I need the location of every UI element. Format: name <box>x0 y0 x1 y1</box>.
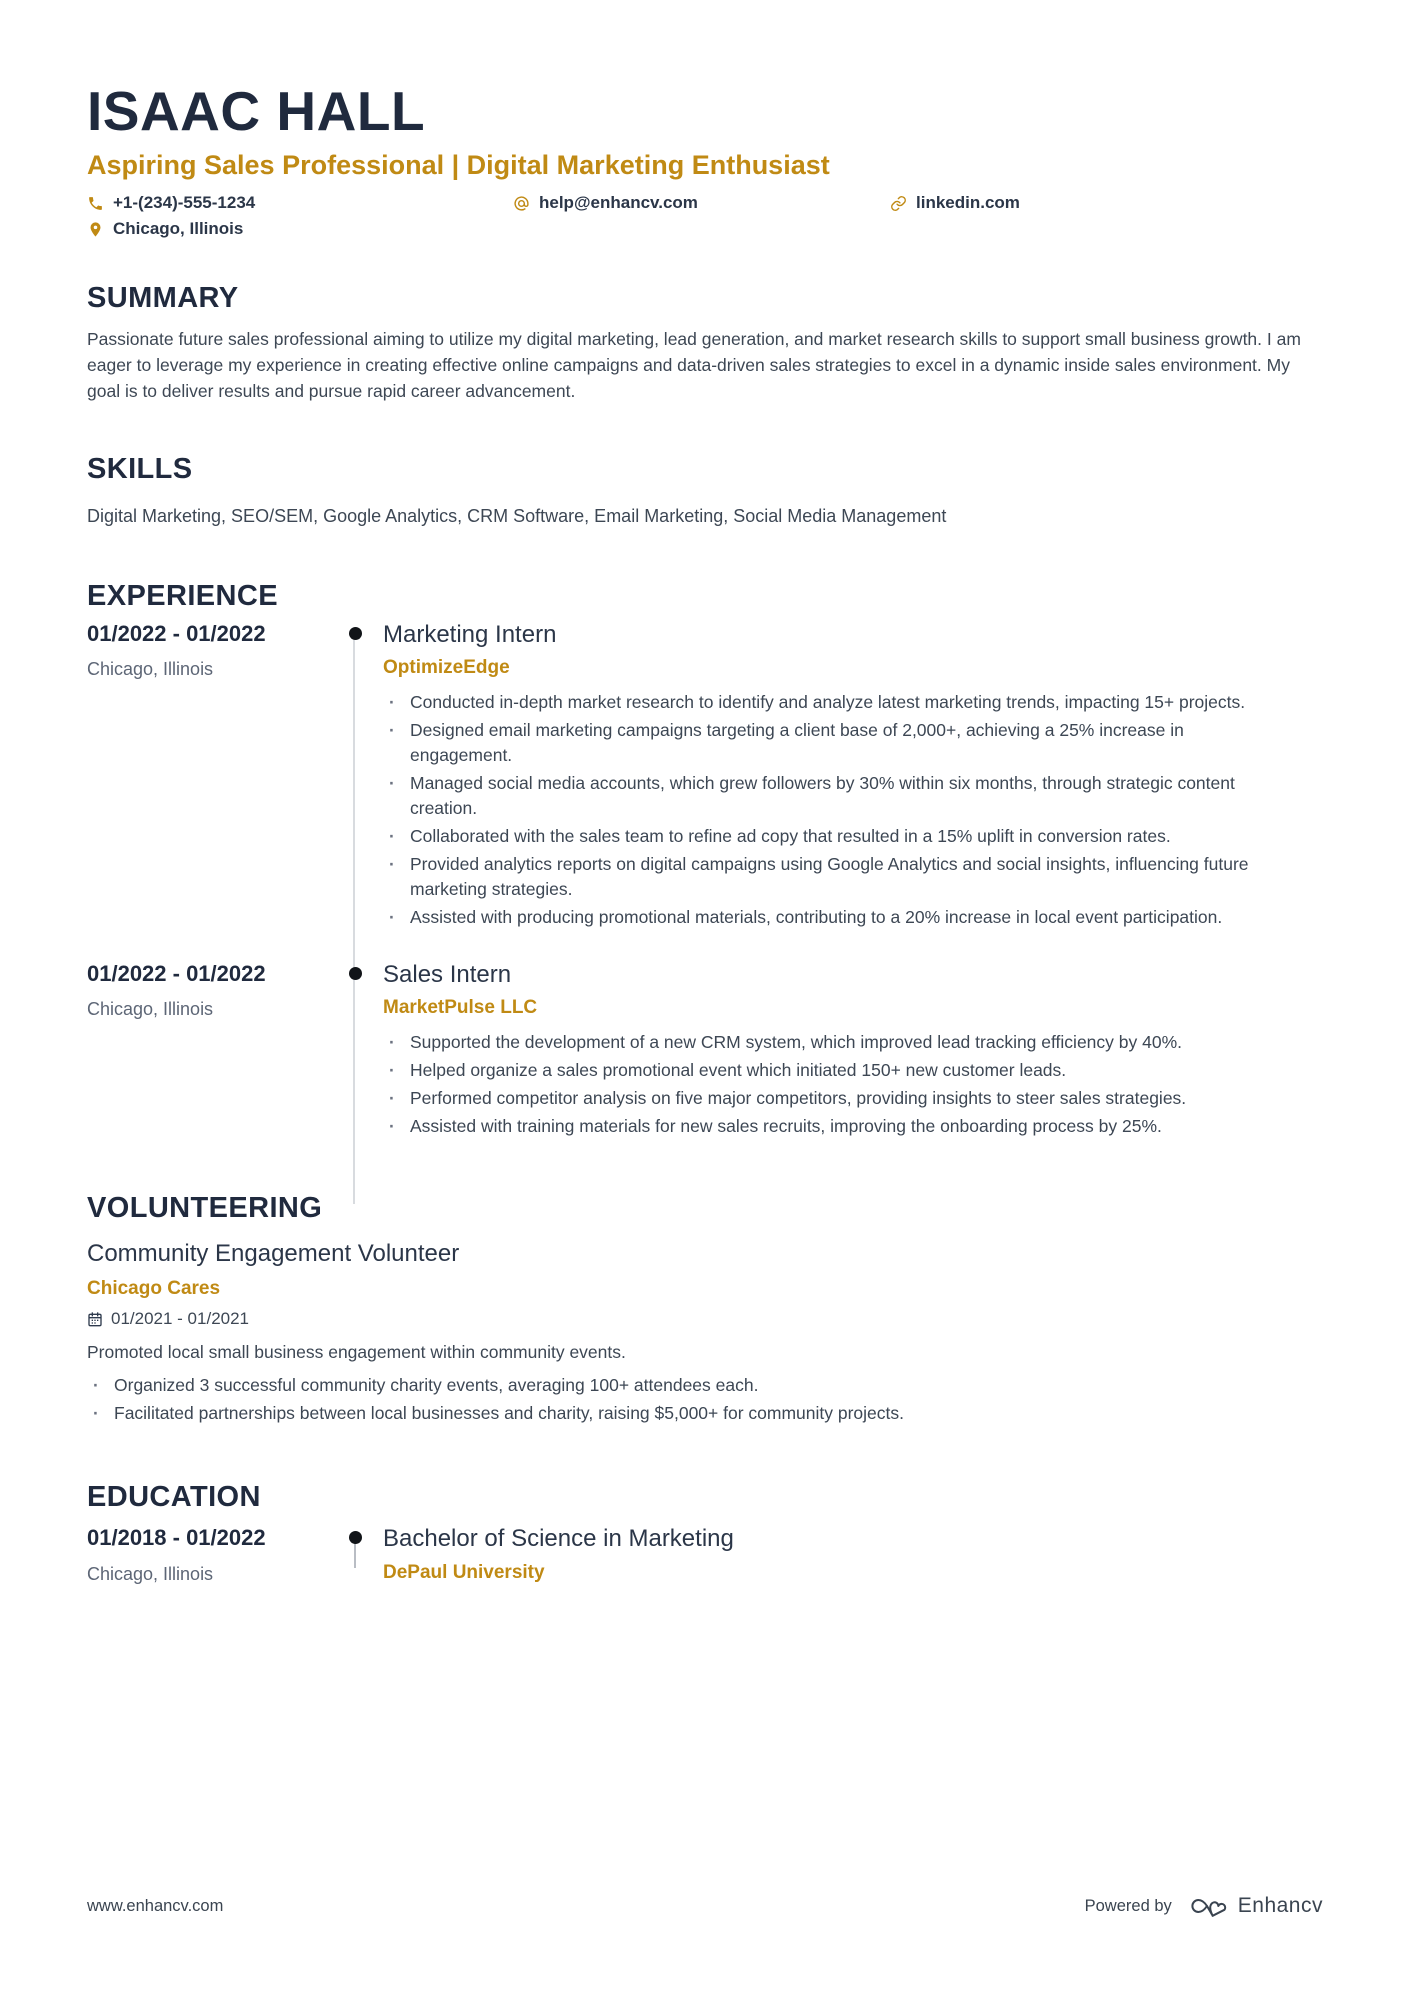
timeline-marker <box>327 1524 383 1585</box>
powered-by-label: Powered by <box>1084 1896 1172 1915</box>
job-highlight: · Conducted in-depth market research to identify and analyze latest marketing trends, impacting 15+ projects. <box>383 690 1283 715</box>
volunteering-highlight: · Organized 3 successful community charity events, averaging 100+ attendees each. <box>87 1373 1187 1398</box>
job-highlights <box>383 690 1323 930</box>
at-icon <box>513 195 530 212</box>
page-footer <box>87 1893 1323 1919</box>
timeline-dot <box>349 967 362 980</box>
timeline-marker <box>327 620 383 930</box>
brand-name: Enhancv <box>1237 1894 1323 1917</box>
education-dates: 01/2018 - 01/2022 <box>87 1525 266 1551</box>
volunteering-description: Promoted local small business engagement within community events. <box>87 1341 626 1362</box>
experience-entry-meta <box>87 620 327 930</box>
experience-location: Chicago, Illinois <box>87 999 214 1020</box>
company-name: MarketPulse LLC <box>383 996 538 1018</box>
experience-entry-body <box>383 960 1323 1139</box>
timeline-dot <box>349 627 362 640</box>
education-entry-row <box>87 1524 1323 1585</box>
experience-dates: 01/2022 - 01/2022 <box>87 960 266 986</box>
skills-section-title: SKILLS <box>87 453 193 486</box>
timeline-marker <box>327 960 383 1139</box>
location-text: Chicago, Illinois <box>113 219 244 239</box>
job-highlight: · Supported the development of a new CRM system, which improved lead tracking efficiency by 40%. <box>383 1030 1283 1055</box>
phone-icon <box>87 195 104 212</box>
job-highlight: · Assisted with producing promotional materials, contributing to a 20% increase in local event participation. <box>383 905 1283 930</box>
summary-section-title: SUMMARY <box>87 282 239 315</box>
job-highlight: · Helped organize a sales promotional event which initiated 150+ new customer leads. <box>383 1058 1283 1083</box>
school-name: DePaul University <box>383 1562 545 1584</box>
job-highlight: · Managed social media accounts, which grew followers by 30% within six months, through strategic content creation. <box>383 771 1283 821</box>
job-title: Marketing Intern <box>383 620 557 648</box>
job-title: Sales Intern <box>383 960 512 988</box>
timeline-dot <box>349 1531 362 1544</box>
linkedin-url: linkedin.com <box>916 193 1020 213</box>
education-section-title: EDUCATION <box>87 1480 261 1513</box>
volunteering-role: Community Engagement Volunteer <box>87 1239 460 1267</box>
experience-location: Chicago, Illinois <box>87 659 214 680</box>
experience-dates: 01/2022 - 01/2022 <box>87 620 266 646</box>
job-highlights <box>383 1030 1323 1139</box>
footer-brand <box>1085 1893 1323 1919</box>
candidate-name: ISAAC HALL <box>87 80 426 142</box>
summary-text: Passionate future sales professional aiming to utilize my digital marketing, lead generation, and market research skills to support small business growth. I am eager to leverage my experience in creating effective online campaigns and data-driven sales strategies to excel in a dynamic inside sales environment. My goal is to deliver results and pursue rapid career advancement. <box>87 329 1301 402</box>
resume-header <box>87 82 1323 239</box>
volunteering-organization: Chicago Cares <box>87 1277 221 1299</box>
volunteering-dates-row <box>87 1309 1323 1329</box>
volunteering-dates: 01/2021 - 01/2021 <box>111 1308 250 1328</box>
experience-timeline <box>87 620 1323 1139</box>
experience-entry <box>87 620 1323 930</box>
company-name: OptimizeEdge <box>383 656 510 678</box>
job-highlight: · Designed email marketing campaigns targeting a client base of 2,000+, achieving a 25% increase in engagement. <box>383 718 1283 768</box>
education-entry-body <box>383 1524 1323 1585</box>
experience-entry-body <box>383 620 1323 930</box>
job-highlight: · Provided analytics reports on digital campaigns using Google Analytics and social insights, influencing future marketing strategies. <box>383 852 1283 902</box>
contact-bar <box>87 193 1323 239</box>
candidate-headline: Aspiring Sales Professional | Digital Marketing Enthusiast <box>87 150 830 181</box>
contact-linkedin[interactable] <box>890 193 1323 213</box>
education-location: Chicago, Illinois <box>87 1563 214 1584</box>
phone-number: +1-(234)-555-1234 <box>113 193 256 213</box>
experience-entry-meta <box>87 960 327 1139</box>
education-entry-meta <box>87 1524 327 1585</box>
volunteering-section-title: VOLUNTEERING <box>87 1191 323 1224</box>
experience-section-title: EXPERIENCE <box>87 580 278 613</box>
job-highlight: · Assisted with training materials for new sales recruits, improving the onboarding process by 25%. <box>383 1114 1283 1139</box>
email-address: help@enhancv.com <box>539 193 698 213</box>
volunteering-highlight: · Facilitated partnerships between local businesses and charity, raising $5,000+ for community projects. <box>87 1401 1187 1426</box>
calendar-icon <box>87 1311 103 1327</box>
footer-website-link[interactable]: www.enhancv.com <box>87 1896 224 1915</box>
experience-entry <box>87 960 1323 1139</box>
location-pin-icon <box>87 221 104 238</box>
skills-list: Digital Marketing, SEO/SEM, Google Analytics, CRM Software, Email Marketing, Social Media Management <box>87 506 947 527</box>
education-entry <box>87 1524 1323 1585</box>
degree-title: Bachelor of Science in Marketing <box>383 1525 734 1553</box>
link-icon <box>890 195 907 212</box>
enhancv-logo-icon <box>1186 1893 1228 1919</box>
job-highlight: · Performed competitor analysis on five major competitors, providing insights to steer sales strategies. <box>383 1086 1283 1111</box>
contact-email[interactable] <box>513 193 890 213</box>
contact-location <box>87 219 513 239</box>
contact-phone[interactable] <box>87 193 513 213</box>
job-highlight: · Collaborated with the sales team to refine ad copy that resulted in a 15% uplift in conversion rates. <box>383 824 1283 849</box>
volunteering-highlights <box>87 1373 1323 1426</box>
